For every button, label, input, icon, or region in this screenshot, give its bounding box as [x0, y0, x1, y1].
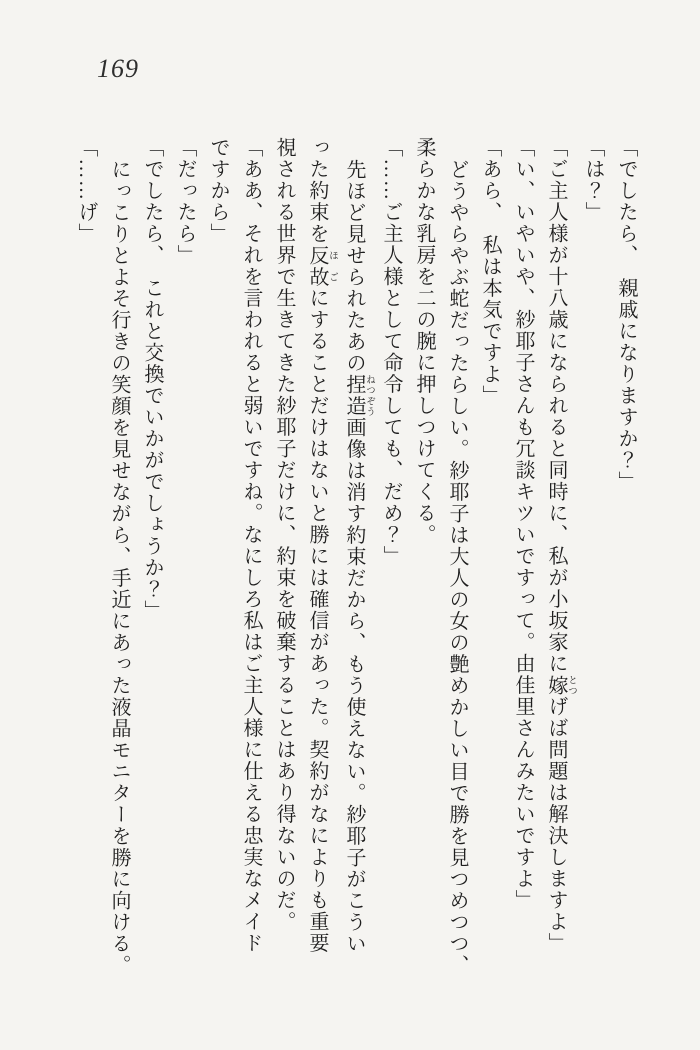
- furigana: とつ: [566, 674, 576, 696]
- ruby-annotated-word: 嫁 とつ: [545, 674, 576, 696]
- text-line: どうやらやぶ蛇だったらしい。紗耶子は大人の女の艶めかしい目で勝を見つめつつ、: [446, 158, 468, 976]
- ruby-annotated-word: 反故 ほご: [306, 244, 337, 288]
- text-line: 「でしたら、 親戚になりますか？」: [615, 137, 637, 493]
- furigana: ねつぞう: [364, 373, 374, 417]
- text-line: 「……げ」: [75, 137, 97, 245]
- text-line: にっこりとよそ行きの笑顔を見せながら、手近にあった液晶モニターを勝に向ける。: [108, 158, 130, 976]
- text-line: 「あら、 私は本気ですよ」: [479, 137, 501, 407]
- text-line: 「……ご主人様として命令しても、だめ？」: [380, 137, 402, 567]
- text-line: 視される世界で生きてきた紗耶子だけに、約束を破棄することはあり得ないのだ。: [273, 137, 295, 933]
- text-line: ですから」: [207, 137, 229, 245]
- page-number: 169: [97, 54, 139, 83]
- text-line: った約束を反故 ほごにすることだけはないと勝には確信があった。契約がなによりも重要: [306, 137, 337, 954]
- text-line: 「でしたら、 これと交換でいかがでしょうか？」: [141, 137, 163, 622]
- text-line: 「ああ、それを言われると弱いですね。なにしろ私はご主人様に仕える忠実なメイド: [240, 137, 262, 954]
- text-line: 「は？」: [582, 137, 604, 223]
- furigana: ほご: [327, 244, 337, 288]
- text-line: 先ほど見せられたあの捏造 ねつぞう画像は消す約束だから、もう使えない。紗耶子がこうい: [343, 158, 374, 954]
- ruby-annotated-word: 捏造 ねつぞう: [343, 373, 374, 417]
- text-line: 「ご主人様が十八歳になられると同時に、私が小坂家に嫁 とつげば問題は解決しますよ」: [545, 137, 576, 954]
- text-line: 柔らかな乳房を二の腕に押しつけてくる。: [413, 137, 435, 546]
- text-block: [69, 137, 642, 987]
- text-line: 「だったら」: [174, 137, 196, 266]
- text-line: 「い、いやいや、紗耶子さんも冗談キツいですって。由佳里さんみたいですよ」: [512, 137, 534, 911]
